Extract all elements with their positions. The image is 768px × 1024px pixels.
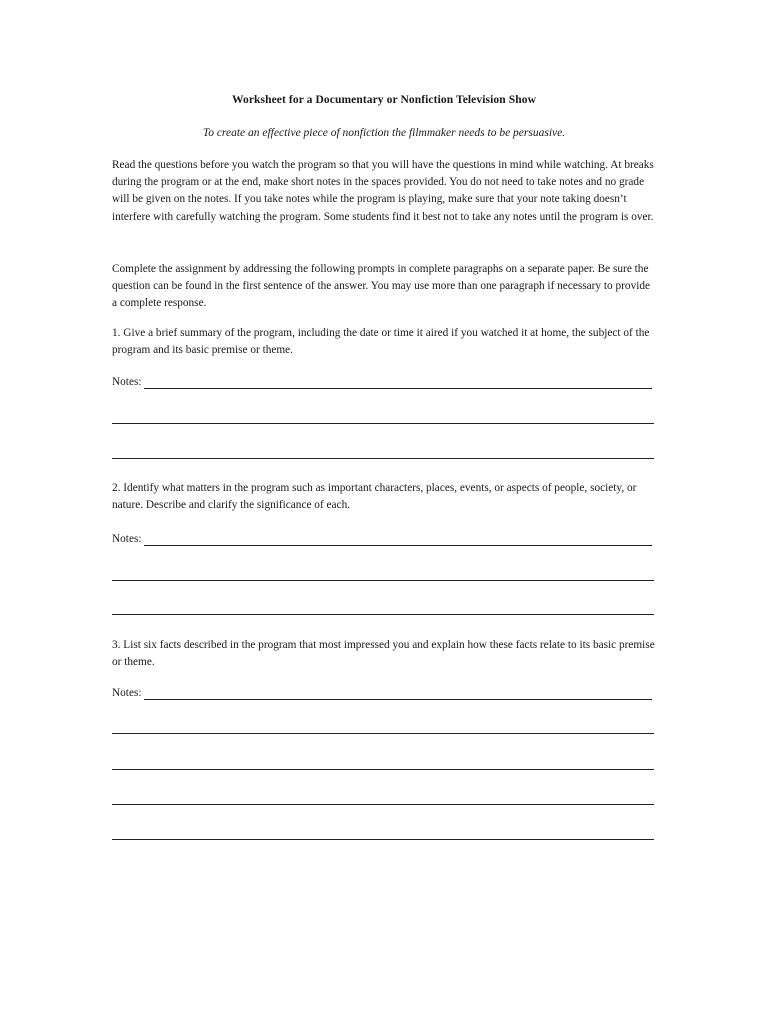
notes-line[interactable] (112, 804, 654, 805)
notes-line[interactable] (112, 839, 654, 840)
intro-paragraph-2: Complete the assignment by addressing the following prompts in complete paragraphs on a separate paper. Be sure the question can be found in the first sentence of the answer. You may use more than one paragraph if necessary to provide a complete response. (112, 263, 651, 310)
notes-label: Notes: (112, 687, 142, 699)
notes-line[interactable] (112, 733, 654, 734)
notes-line[interactable] (144, 376, 653, 389)
notes-line[interactable] (112, 614, 654, 615)
notes-row-3 (112, 684, 652, 700)
notes-label: Notes: (112, 376, 142, 388)
notes-label: Notes: (112, 533, 142, 545)
notes-line[interactable] (112, 580, 654, 581)
notes-line[interactable] (112, 769, 654, 770)
page-subtitle: To create an effective piece of nonfiction the filmmaker needs to be persuasive. (202, 127, 566, 139)
notes-line[interactable] (144, 533, 653, 546)
question-1: 1. Give a brief summary of the program, including the date or time it aired if you watched it at home, the subject of the program and its basic premise or theme. (112, 327, 650, 357)
question-3: 3. List six facts described in the program that most impressed you and explain how these facts relate to its basic premise or theme. (112, 639, 655, 669)
intro-paragraph-1: Read the questions before you watch the program so that you will have the questions in mind while watching. At breaks during the program or at the end, make short notes in the spaces provided. You do not need to take notes and no grade will be given on the notes. If you take notes while the program is playing, make sure that your note taking doesn’t interfere with carefully watching the program. Some students find it best not to take any notes until the program is over. (112, 159, 654, 223)
notes-line[interactable] (112, 458, 654, 459)
notes-line[interactable] (144, 687, 653, 700)
notes-line[interactable] (112, 423, 654, 424)
notes-row-2 (112, 530, 652, 546)
page-title: Worksheet for a Documentary or Nonfiction Television Show (232, 94, 536, 106)
question-2: 2. Identify what matters in the program such as important characters, places, events, or aspects of people, society, or nature. Describe and clarify the significance of each. (112, 482, 637, 512)
notes-row-1 (112, 373, 652, 389)
